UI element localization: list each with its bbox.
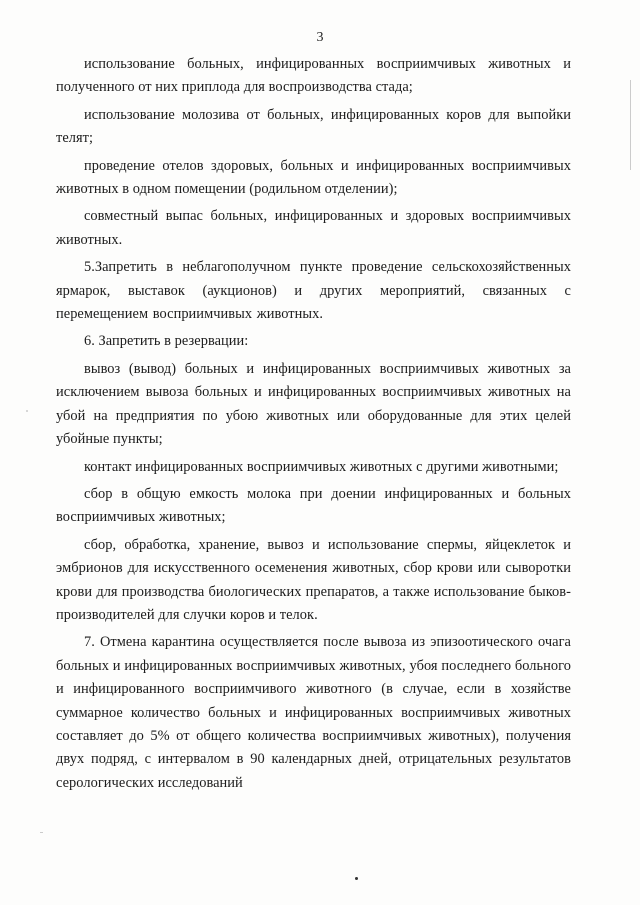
paragraph-item-5: 5.Запретить в неблагополучном пункте проведение сельскохозяйственных ярмарок, выставок (аукционов) и других мероприятий, связанных с перемещением восприимчивых животных.: [56, 259, 571, 323]
page-number: 3: [316, 30, 324, 45]
paragraph: вывоз (вывод) больных и инфицированных восприимчивых животных за исключением вывоза больных и инфицированных восприимчивых животных на убой на предприятия по убою животных или оборудованные для этих целей убойные пункты;: [56, 360, 571, 448]
paragraph: совместный выпас больных, инфицированных и здоровых восприимчивых животных.: [56, 208, 571, 248]
paragraph: проведение отелов здоровых, больных и инфицированных восприимчивых животных в одном помещении (родильном отделении);: [56, 157, 571, 198]
paragraph: сбор в общую емкость молока при доении инфицированных и больных восприимчивых животных;: [56, 485, 571, 526]
scan-speck: [40, 832, 43, 833]
scan-edge-mark: [630, 80, 631, 170]
paragraph: использование молозива от больных, инфицированных коров для выпойки телят;: [56, 106, 571, 147]
scan-speck: [355, 877, 358, 880]
paragraph-item-6: 6. Запретить в резервации:: [84, 333, 249, 350]
paragraph: контакт инфицированных восприимчивых животных с другими животными;: [84, 458, 559, 475]
scan-speck: [26, 410, 28, 412]
document-body: [56, 53, 571, 799]
paragraph: использование больных, инфицированных восприимчивых животных и полученного от них приплода для воспроизводства стада;: [56, 56, 571, 96]
paragraph: сбор, обработка, хранение, вывоз и использование спермы, яйцеклеток и эмбрионов для искусственного осеменения животных, сбор крови или сыворотки крови для производства биологических препаратов, а также использование быков-производителей для случки коров и телок.: [56, 536, 571, 623]
paragraph-item-7: 7. Отмена карантина осуществляется после вывоза из эпизоотического очага больных и инфицированных восприимчивых животных, убоя последнего больного и инфицированного восприимчивого животного (в случае, если в хозяйстве суммарное количество больных и инфицированных восприимчивых животных составляет до 5% от общего количества восприимчивых животных), получения двух подряд, с интервалом в 90 календарных дней, отрицательных результатов серологических исследований: [56, 634, 571, 791]
